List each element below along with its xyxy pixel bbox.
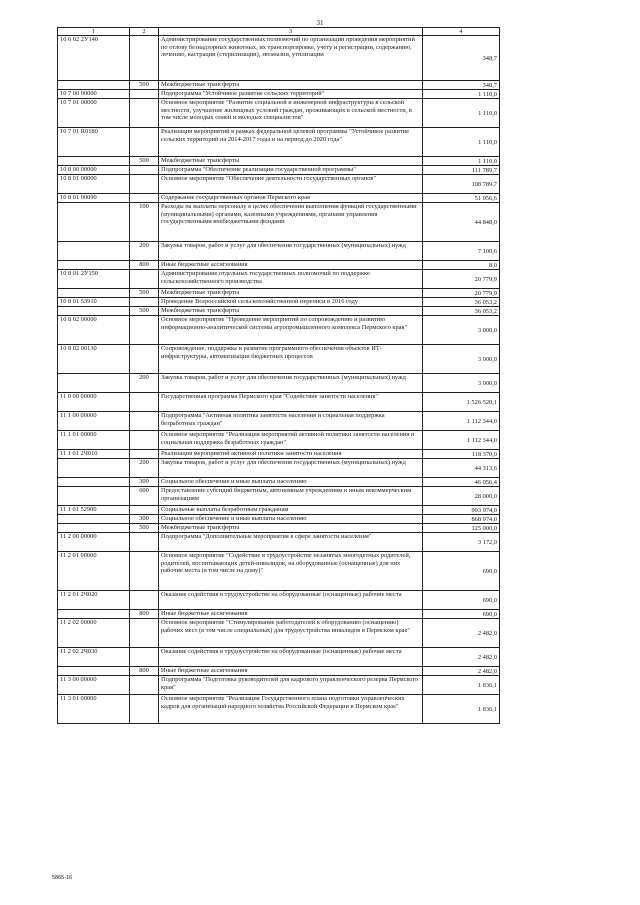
row-amount: 1 110,0 (423, 157, 500, 166)
table-row (58, 307, 500, 316)
row-name: Подпрограмма "Устойчивое развитие сельских территорий" (159, 90, 423, 99)
row-amount: 3 172,0 (423, 533, 500, 552)
row-expense-type (130, 450, 159, 459)
table-row (58, 270, 500, 289)
row-code: 11 1 01 52900 (58, 506, 130, 515)
table-row (58, 676, 500, 695)
table-row (58, 157, 500, 166)
row-amount: 36 053,2 (423, 307, 500, 316)
row-expense-type (130, 533, 159, 552)
row-name: Межбюджетные трансферты (159, 307, 423, 316)
row-expense-type: 500 (130, 289, 159, 298)
row-amount: 690,0 (423, 552, 500, 591)
row-name: Содержание государственных органов Пермского края (159, 194, 423, 203)
row-code (58, 459, 130, 478)
table-row (58, 412, 500, 431)
row-amount: 3 000,0 (423, 345, 500, 374)
table-row (58, 450, 500, 459)
table-row (58, 667, 500, 676)
column-header-row (58, 28, 500, 36)
row-amount: 7 100,6 (423, 242, 500, 261)
row-code (58, 374, 130, 393)
row-amount: 46 056,4 (423, 478, 500, 487)
row-expense-type (130, 194, 159, 203)
row-amount: 125 000,0 (423, 524, 500, 533)
row-expense-type: 200 (130, 374, 159, 393)
table-row (58, 393, 500, 412)
row-code (58, 157, 130, 166)
row-expense-type: 500 (130, 307, 159, 316)
row-amount: 1 526 520,1 (423, 393, 500, 412)
row-amount: 20 779,9 (423, 270, 500, 289)
row-name: Иные бюджетные ассигнования (159, 667, 423, 676)
row-code: 10 8 01 00090 (58, 194, 130, 203)
row-expense-type (130, 128, 159, 157)
row-name: Закупка товаров, работ и услуг для обеспечения государственных (муниципальных) нужд (159, 242, 423, 261)
table-body (58, 36, 500, 724)
row-name: Основное мероприятие "Стимулирование работодателей к оборудованию (оснащению) рабочих мест (в том числе специальных) для трудоустройства инвалидов в Пермском крае" (159, 619, 423, 648)
table-row (58, 90, 500, 99)
row-amount: 1 836,1 (423, 695, 500, 724)
row-code (58, 487, 130, 506)
row-amount: 8,0 (423, 261, 500, 270)
row-code: 11 2 00 00000 (58, 533, 130, 552)
row-name: Закупка товаров, работ и услуг для обеспечения государственных (муниципальных) нужд (159, 459, 423, 478)
table-row (58, 524, 500, 533)
row-name: Подпрограмма "Обеспечение реализации государственной программы" (159, 166, 423, 175)
table-row (58, 128, 500, 157)
row-expense-type (130, 345, 159, 374)
table-row (58, 81, 500, 90)
table-row (58, 515, 500, 524)
row-expense-type: 800 (130, 667, 159, 676)
row-code: 10 8 00 00000 (58, 166, 130, 175)
row-code (58, 261, 130, 270)
row-expense-type (130, 99, 159, 128)
column-header-amount: 4 (423, 28, 500, 36)
table-row (58, 619, 500, 648)
row-amount: 36 053,2 (423, 298, 500, 307)
row-code: 10 8 01 53910 (58, 298, 130, 307)
row-code (58, 307, 130, 316)
row-expense-type (130, 298, 159, 307)
row-name: Межбюджетные трансферты (159, 289, 423, 298)
row-code: 10 7 01 R0180 (58, 128, 130, 157)
row-code: 11 2 02 00000 (58, 619, 130, 648)
row-expense-type (130, 506, 159, 515)
row-expense-type (130, 431, 159, 450)
row-name: Администрирование государственных полномочий по организации проведения мероприятий по отлову безнадзорных животных, их транспортировке, учету и регистрации, содержанию, лечению, кастрации (стерилизации), эвтаназии, утилизации (159, 36, 423, 81)
row-code: 10 8 01 00000 (58, 175, 130, 194)
row-amount: 1 110,0 (423, 99, 500, 128)
row-name: Расходы на выплаты персоналу в целях обеспечения выполнения функций государственными (муниципальными) органами, казенными учреждениями, органами управления государственными внебюджетными фондами (159, 203, 423, 242)
column-header-name: 3 (159, 28, 423, 36)
row-expense-type: 100 (130, 203, 159, 242)
row-code: 11 2 02 2Ч030 (58, 648, 130, 667)
row-amount: 1 836,1 (423, 676, 500, 695)
row-expense-type (130, 591, 159, 610)
row-expense-type (130, 552, 159, 591)
row-code (58, 289, 130, 298)
budget-table (57, 27, 500, 724)
row-expense-type (130, 695, 159, 724)
row-expense-type: 500 (130, 157, 159, 166)
row-expense-type (130, 166, 159, 175)
row-amount: 1 112 344,0 (423, 431, 500, 450)
row-name: Проведение Всероссийской сельскохозяйственной переписи в 2016 году (159, 298, 423, 307)
row-expense-type: 300 (130, 478, 159, 487)
row-code: 11 1 01 00000 (58, 431, 130, 450)
row-code: 11 1 01 2Ч010 (58, 450, 130, 459)
row-amount: 348,7 (423, 81, 500, 90)
footer-code: 5865-16 (52, 875, 73, 881)
row-code (58, 81, 130, 90)
table-row (58, 289, 500, 298)
table-row (58, 478, 500, 487)
row-name: Оказание содействия в трудоустройстве на оборудованные (оснащенные) рабочие места (159, 591, 423, 610)
row-amount: 690,0 (423, 610, 500, 619)
row-amount: 2 482,0 (423, 667, 500, 676)
row-code (58, 524, 130, 533)
row-code: 10 8 02 00000 (58, 316, 130, 345)
row-code: 11 3 01 00000 (58, 695, 130, 724)
row-amount: 44 848,0 (423, 203, 500, 242)
row-code: 10 8 01 2У150 (58, 270, 130, 289)
row-name: Реализация мероприятий в рамках федеральной целевой программы "Устойчивое развитие сельских территорий на 2014-2017 годы и на период до 2020 года" (159, 128, 423, 157)
column-header-code: 1 (58, 28, 130, 36)
row-amount: 3 000,0 (423, 374, 500, 393)
table-row (58, 695, 500, 724)
row-code: 11 2 01 00000 (58, 552, 130, 591)
row-name: Предоставление субсидий бюджетным, автономным учреждениям и иным некоммерческим организациям (159, 487, 423, 506)
row-code (58, 478, 130, 487)
table-row (58, 506, 500, 515)
row-name: Закупка товаров, работ и услуг для обеспечения государственных (муниципальных) нужд (159, 374, 423, 393)
row-expense-type: 800 (130, 610, 159, 619)
row-expense-type (130, 270, 159, 289)
row-name: Социальные выплаты безработным гражданам (159, 506, 423, 515)
column-header-expense-type: 2 (130, 28, 159, 36)
row-name: Администрирование отдельных государственных полномочий по поддержке сельскохозяйственного производства (159, 270, 423, 289)
table-row (58, 166, 500, 175)
row-amount: 44 313,6 (423, 459, 500, 478)
table-row (58, 487, 500, 506)
row-amount: 108 789,7 (423, 175, 500, 194)
row-name: Подпрограмма "Подготовка руководителей для кадрового управленческого резерва Пермского края" (159, 676, 423, 695)
row-code: 11 1 00 00000 (58, 412, 130, 431)
row-name: Основное мероприятие "Содействие в трудоустройстве незанятых многодетных родителей, родителей, воспитывающих детей-инвалидов, на оборудованные (оснащенные) для них рабочие места (в том числе на дому)" (159, 552, 423, 591)
row-expense-type (130, 648, 159, 667)
row-expense-type: 600 (130, 487, 159, 506)
row-code: 11 2 01 2Ч020 (58, 591, 130, 610)
row-code (58, 203, 130, 242)
row-expense-type (130, 316, 159, 345)
row-name: Основное мероприятие "Развитие социальной и инженерной инфраструктуры в сельской местности, улучшение жилищных условий граждан, проживающих в сельской местности, в том числе молодых семей и молодых специалистов" (159, 99, 423, 128)
row-amount: 118 370,0 (423, 450, 500, 459)
row-name: Межбюджетные трансферты (159, 81, 423, 90)
row-name: Реализация мероприятий активной политики занятости населения (159, 450, 423, 459)
table-row (58, 591, 500, 610)
table-row (58, 552, 500, 591)
row-name: Иные бюджетные ассигнования (159, 610, 423, 619)
row-expense-type (130, 412, 159, 431)
row-amount: 348,7 (423, 36, 500, 81)
row-amount: 993 974,0 (423, 506, 500, 515)
row-name: Оказание содействия в трудоустройстве на оборудованные (оснащенные) рабочие места (159, 648, 423, 667)
row-code: 10 7 00 00000 (58, 90, 130, 99)
row-code: 11 0 00 00000 (58, 393, 130, 412)
row-name: Подпрограмма "Активная политика занятости населения и социальная поддержка безработных граждан" (159, 412, 423, 431)
row-amount: 2 482,0 (423, 648, 500, 667)
row-name: Основное мероприятие "Реализация Государственного плана подготовки управленческих кадров для организаций народного хозяйства Российской Федерации в Пермском крае" (159, 695, 423, 724)
table-row (58, 242, 500, 261)
row-code (58, 242, 130, 261)
row-code: 11 3 00 00000 (58, 676, 130, 695)
row-amount: 111 789,7 (423, 166, 500, 175)
table-row (58, 36, 500, 81)
row-expense-type (130, 619, 159, 648)
row-name: Социальное обеспечение и иные выплаты населению (159, 478, 423, 487)
row-expense-type: 800 (130, 261, 159, 270)
row-amount: 3 000,0 (423, 316, 500, 345)
table-row (58, 203, 500, 242)
table-row (58, 431, 500, 450)
table-row (58, 459, 500, 478)
row-code (58, 667, 130, 676)
row-expense-type: 500 (130, 81, 159, 90)
row-amount: 868 974,0 (423, 515, 500, 524)
row-expense-type (130, 393, 159, 412)
row-code: 10 8 02 00130 (58, 345, 130, 374)
row-expense-type: 300 (130, 515, 159, 524)
table-row (58, 374, 500, 393)
row-name: Государственная программа Пермского края "Содействие занятости населения" (159, 393, 423, 412)
row-name: Межбюджетные трансферты (159, 157, 423, 166)
row-name: Основное мероприятие "Реализация мероприятий активной политики занятости населения и социальная поддержка безработных граждан" (159, 431, 423, 450)
row-expense-type: 200 (130, 459, 159, 478)
row-name: Иные бюджетные ассигнования (159, 261, 423, 270)
row-name: Подпрограмма "Дополнительные мероприятия в сфере занятости населения" (159, 533, 423, 552)
row-amount: 1 112 344,0 (423, 412, 500, 431)
row-name: Межбюджетные трансферты (159, 524, 423, 533)
row-expense-type: 500 (130, 524, 159, 533)
row-amount: 1 110,0 (423, 90, 500, 99)
table-row (58, 298, 500, 307)
row-code (58, 610, 130, 619)
row-amount: 2 482,0 (423, 619, 500, 648)
row-expense-type: 200 (130, 242, 159, 261)
row-name: Сопровождение, поддержка и развитие программного обеспечения объектов ИТ-инфраструктуры, автоматизации бюджетных процессов (159, 345, 423, 374)
table-row (58, 194, 500, 203)
row-code: 10 7 01 00000 (58, 99, 130, 128)
row-amount: 1 110,0 (423, 128, 500, 157)
table-row (58, 345, 500, 374)
row-amount: 51 956,6 (423, 194, 500, 203)
row-expense-type (130, 90, 159, 99)
row-amount: 28 000,0 (423, 487, 500, 506)
row-expense-type (130, 676, 159, 695)
table-row (58, 533, 500, 552)
table-row (58, 316, 500, 345)
row-name: Социальное обеспечение и иные выплаты населению (159, 515, 423, 524)
table-row (58, 99, 500, 128)
table-row (58, 648, 500, 667)
row-amount: 690,0 (423, 591, 500, 610)
row-name: Основное мероприятие "Проведение мероприятий по сопровождению и развитию информационно-аналитической системы агропромышленного комплекса Пермского края" (159, 316, 423, 345)
table-row (58, 261, 500, 270)
row-expense-type (130, 175, 159, 194)
page-number: 31 (316, 19, 324, 27)
table-row (58, 610, 500, 619)
row-expense-type (130, 36, 159, 81)
row-code: 10 6 02 2У140 (58, 36, 130, 81)
table-row (58, 175, 500, 194)
row-code (58, 515, 130, 524)
row-amount: 20 779,9 (423, 289, 500, 298)
row-name: Основное мероприятие "Обеспечение деятельности государственных органов" (159, 175, 423, 194)
